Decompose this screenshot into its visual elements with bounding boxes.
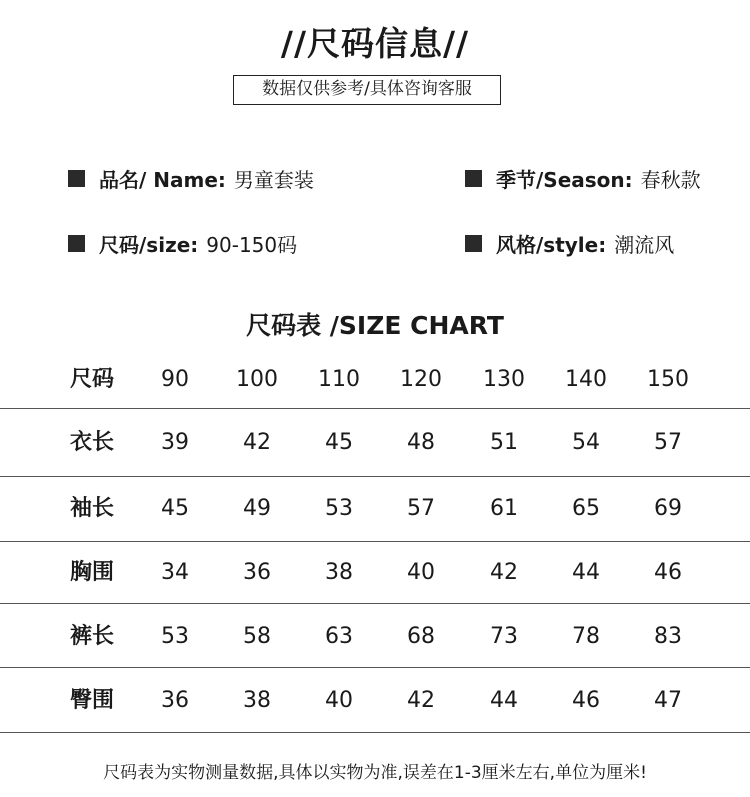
row-divider (0, 476, 750, 477)
column-header: 90 (161, 367, 189, 392)
table-cell: 53 (325, 496, 353, 521)
info-label: 尺码/size: (99, 233, 199, 257)
info-style (465, 229, 674, 258)
table-cell: 42 (490, 560, 518, 585)
table-cell: 73 (490, 624, 518, 649)
table-cell: 53 (161, 624, 189, 649)
row-divider (0, 732, 750, 733)
square-bullet-icon (68, 170, 85, 187)
info-label: 品名/ Name: (99, 168, 226, 192)
table-cell: 47 (654, 688, 682, 713)
table-cell: 45 (325, 430, 353, 455)
table-row (0, 681, 750, 721)
table-cell: 42 (243, 430, 271, 455)
table-cell: 54 (572, 430, 600, 455)
info-label: 风格/style: (496, 233, 607, 257)
row-label: 袖长 (69, 496, 114, 521)
info-season (465, 164, 701, 193)
page-title: //尺码信息// (280, 24, 470, 63)
row-label: 臀围 (69, 688, 114, 713)
table-cell: 83 (654, 624, 682, 649)
table-cell: 57 (654, 430, 682, 455)
table-cell: 68 (407, 624, 435, 649)
table-row (0, 553, 750, 593)
table-cell: 38 (243, 688, 271, 713)
table-cell: 65 (572, 496, 600, 521)
table-row (0, 617, 750, 657)
info-value: 春秋款 (640, 168, 701, 192)
column-header: 120 (400, 367, 442, 392)
row-label: 裤长 (69, 624, 114, 649)
table-cell: 44 (490, 688, 518, 713)
row-label: 胸围 (69, 560, 114, 585)
table-cell: 42 (407, 688, 435, 713)
table-cell: 69 (654, 496, 682, 521)
square-bullet-icon (465, 170, 482, 187)
info-size (68, 229, 297, 258)
column-header: 100 (236, 367, 278, 392)
row-label: 衣长 (69, 430, 114, 455)
size-chart-title: 尺码表 /SIZE CHART (246, 311, 504, 340)
footnote: 尺码表为实物测量数据,具体以实物为准,误差在1-3厘米左右,单位为厘米! (103, 763, 647, 783)
table-cell: 36 (161, 688, 189, 713)
square-bullet-icon (465, 235, 482, 252)
table-cell: 40 (407, 560, 435, 585)
table-cell: 46 (572, 688, 600, 713)
table-row (0, 489, 750, 529)
table-cell: 49 (243, 496, 271, 521)
table-cell: 78 (572, 624, 600, 649)
table-cell: 34 (161, 560, 189, 585)
table-cell: 48 (407, 430, 435, 455)
row-divider (0, 603, 750, 604)
disclaimer-box: 数据仅供参考/具体咨询客服 (233, 75, 501, 105)
table-header-row (0, 360, 750, 400)
info-label: 季节/Season: (496, 168, 633, 192)
square-bullet-icon (68, 235, 85, 252)
table-cell: 63 (325, 624, 353, 649)
row-divider (0, 541, 750, 542)
table-cell: 58 (243, 624, 271, 649)
table-cell: 36 (243, 560, 271, 585)
table-cell: 44 (572, 560, 600, 585)
column-header: 尺码 (69, 367, 114, 392)
table-cell: 46 (654, 560, 682, 585)
row-divider (0, 667, 750, 668)
info-product-name (68, 164, 314, 193)
table-cell: 51 (490, 430, 518, 455)
info-value: 男童套装 (233, 168, 314, 192)
table-cell: 38 (325, 560, 353, 585)
column-header: 140 (565, 367, 607, 392)
info-value: 90-150码 (206, 233, 298, 257)
table-cell: 45 (161, 496, 189, 521)
row-divider (0, 408, 750, 409)
table-row (0, 423, 750, 463)
table-cell: 39 (161, 430, 189, 455)
info-value: 潮流风 (614, 233, 675, 257)
column-header: 110 (318, 367, 360, 392)
column-header: 130 (483, 367, 525, 392)
table-cell: 57 (407, 496, 435, 521)
table-cell: 40 (325, 688, 353, 713)
table-cell: 61 (490, 496, 518, 521)
column-header: 150 (647, 367, 689, 392)
